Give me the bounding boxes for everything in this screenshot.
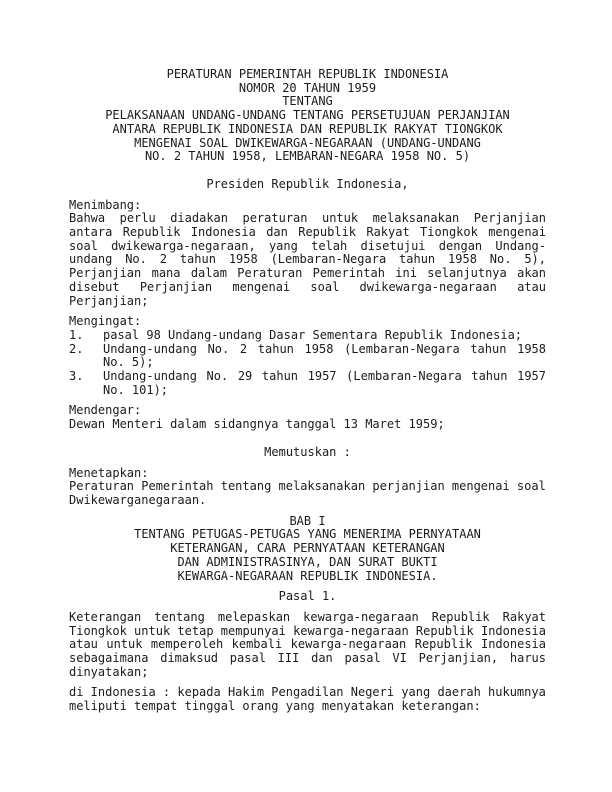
mendengar-section [69,404,546,431]
text-line: TENTANG [282,94,333,109]
text-line: TENTANG PETUGAS-PETUGAS YANG MENERIMA PERNYATAAN [134,527,481,542]
list-item-marker: 1. [69,327,84,342]
text-line: Menimbang: [69,197,142,212]
text-line: soal dwikewarga-negaraan, yang telah disetujui dengan Undang- [69,238,546,253]
text-line: Bahwa perlu diadakan peraturan untuk melaksanakan Perjanjian [69,211,546,226]
text-line: meliputi tempat tinggal orang yang menyatakan keterangan: [69,699,481,714]
text-line: No. 101); [103,382,169,397]
text-line: disebut Perjanjian mengenai soal dwikewarga-negaraan atau [69,279,546,294]
text-line: pasal 98 Undang-undang Dasar Sementara Republik Indonesia; [103,327,523,342]
text-line: PELAKSANAAN UNDANG-UNDANG TENTANG PERSETUJUAN PERJANJIAN [105,108,510,123]
list-item [69,370,546,397]
text-line: Undang-undang No. 2 tahun 1958 (Lembaran-Negara tahun 1958 [103,341,546,356]
pasal-1-heading [69,590,546,604]
di-indonesia-paragraph [69,686,546,713]
text-line: MENGENAI SOAL DWIKEWARGA-NEGARAAN (UNDANG-UNDANG [134,135,481,150]
text-line: Menetapkan: [69,465,149,480]
text-line: dinyatakan; [69,664,149,679]
pasal-1-paragraph [69,611,546,680]
text-line: DAN ADMINISTRASINYA, DAN SURAT BUKTI [177,554,438,569]
text-line: ANTARA REPUBLIK INDONESIA DAN REPUBLIK RAKYAT TIONGKOK [112,121,503,136]
memutuskan-heading [69,446,546,460]
text-line: Pasal 1. [278,589,337,604]
text-line: sebagaimana dimaksud pasal III dan pasal VI Perjanjian, harus [69,651,546,666]
text-line: Perjanjian; [69,293,149,308]
text-line: NOMOR 20 TAHUN 1959 [238,80,377,95]
list-item-content [103,329,546,343]
text-line: Perjanjian mana dalam Peraturan Pemerintah ini selanjutnya akan [69,266,546,281]
list-item-marker: 2. [69,341,84,356]
list-item [69,329,546,343]
text-line: Tiongkok untuk tetap mempunyai kewarga-negaraan Republik Indonesia [69,623,546,638]
list-item-marker: 3. [69,369,84,384]
text-line: Keterangan tentang melepaskan kewarga-negaraan Republik Rakyat [69,609,546,624]
text-column [69,68,546,714]
text-line: Presiden Republik Indonesia, [206,176,409,191]
text-line: NO. 2 TAHUN 1958, LEMBARAN-NEGARA 1958 NO. 5) [144,149,471,164]
text-line: PERATURAN PEMERINTAH REPUBLIK INDONESIA [166,67,449,81]
text-line: Peraturan Pemerintah tentang melaksanakan perjanjian mengenai soal [69,479,546,494]
text-line: antara Republik Indonesia dan Republik Rakyat Tiongkok mengenai [69,225,546,240]
text-line: Dwikewarganegaraan. [69,492,207,507]
text-line: atau untuk memperoleh kembali kewarga-negaraan Republik Indonesia [69,637,546,652]
list-item-content [103,370,546,397]
text-line: Mendengar: [69,403,142,418]
text-line: Undang-undang No. 29 tahun 1957 (Lembaran-Negara tahun 1957 [103,369,546,384]
text-line: di Indonesia : kepada Hakim Pengadilan Negeri yang daerah hukumnya [69,685,546,700]
text-line: Mengingat: [69,314,142,329]
text-line: No. 5); [103,355,154,370]
salutation [69,178,546,192]
bab-1-heading [69,515,546,584]
list-item [69,343,546,370]
list-item-content [103,343,546,370]
text-line: Memutuskan : [264,444,351,459]
menetapkan-section [69,467,546,508]
text-line: KEWARGA-NEGARAAN REPUBLIK INDONESIA. [177,568,438,583]
text-line: Dewan Menteri dalam sidangnya tanggal 13 Maret 1959; [69,417,445,432]
text-line: BAB I [289,513,326,528]
mengingat-section [69,315,546,397]
text-line: KETERANGAN, CARA PERNYATAAN KETERANGAN [170,541,445,556]
menimbang-section [69,199,546,309]
text-line: undang No. 2 tahun 1958 (Lembaran-Negara tahun 1958 No. 5), [69,252,546,267]
title-block [69,68,546,164]
